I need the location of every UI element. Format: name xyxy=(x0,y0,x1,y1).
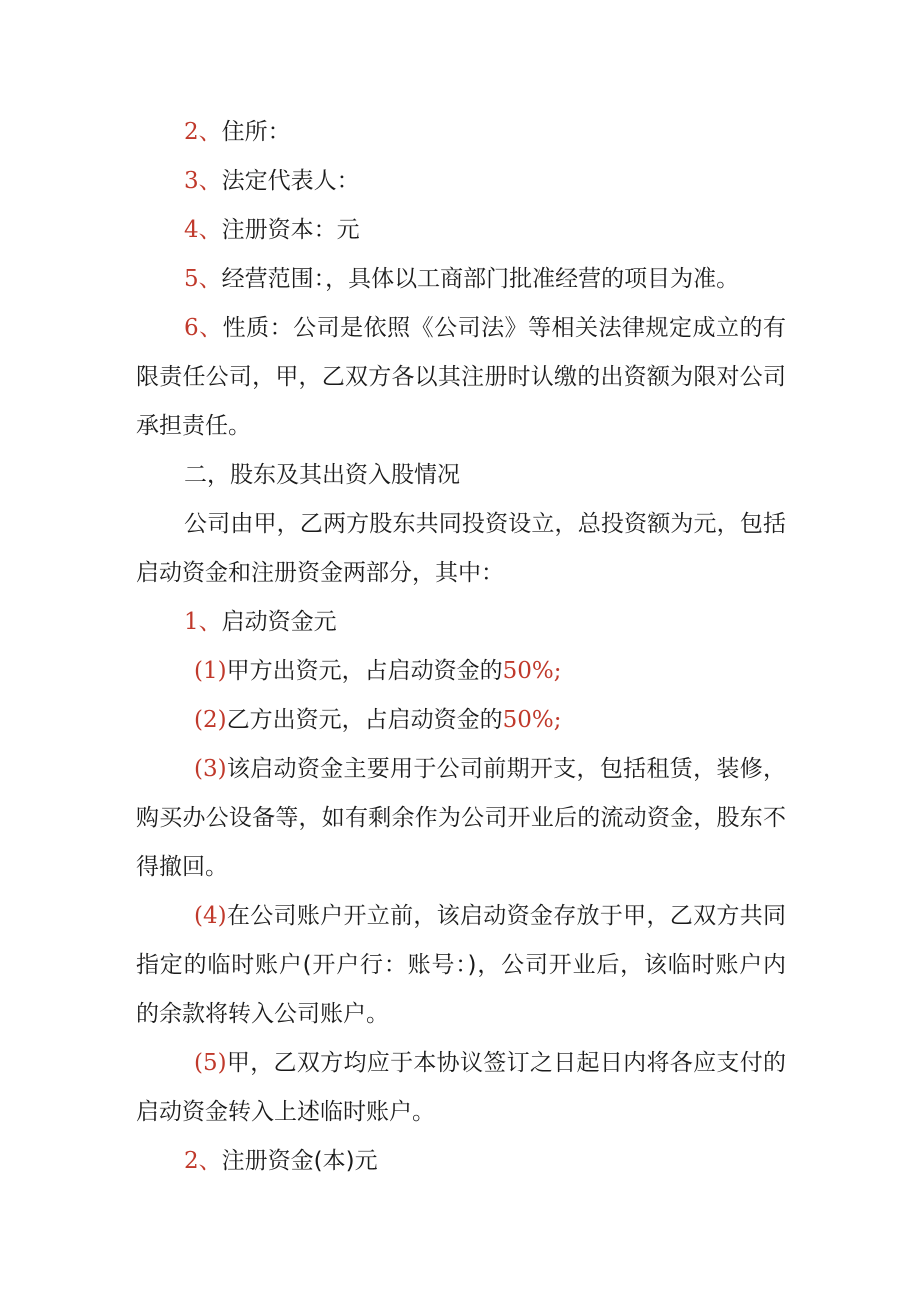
paragraph-text: 性质：公司是依照《公司法》等相关法律规定成立的有限责任公司，甲，乙双方各以其注册时认缴的出资额为限对公司承担责任。 xyxy=(136,315,786,439)
item-number: (2) xyxy=(194,707,227,733)
paragraph-text: 甲方出资元，占启动资金的 xyxy=(226,658,503,684)
paragraph-text: 二，股东及其出资入股情况 xyxy=(184,462,460,488)
paragraph-text: 甲，乙双方均应于本协议签订之日起日内将各应支付的启动资金转入上述临时账户。 xyxy=(136,1050,786,1125)
paragraph-text: 注册资金(本)元 xyxy=(221,1148,378,1174)
percentage: 50%; xyxy=(502,658,562,684)
paragraph-registered-capital xyxy=(136,206,786,255)
item-number: (1) xyxy=(194,658,227,684)
item-number: (4) xyxy=(194,903,227,929)
paragraph-text: 在公司账户开立前，该启动资金存放于甲，乙双方共同指定的临时账户(开户行：账号：)，公司开业后，该临时账户内的余款将转入公司账户。 xyxy=(136,903,786,1027)
item-number: 1、 xyxy=(184,609,222,635)
paragraph-text: 公司由甲，乙两方股东共同投资设立，总投资额为元，包括启动资金和注册资金两部分，其中： xyxy=(136,511,786,586)
paragraph-capital-usage xyxy=(136,745,786,892)
paragraph-business-scope xyxy=(136,255,786,304)
item-number: 2、 xyxy=(184,1148,222,1174)
paragraph-startup-capital xyxy=(136,598,786,647)
paragraph-text: 注册资本：元 xyxy=(221,217,360,243)
paragraph-address xyxy=(136,108,786,157)
section-heading-shareholders xyxy=(136,451,786,500)
paragraph-transfer-deadline xyxy=(136,1039,786,1137)
item-number: 3、 xyxy=(184,168,222,194)
paragraph-legal-rep xyxy=(136,157,786,206)
paragraph-text: 该启动资金主要用于公司前期开支，包括租赁，装修，购买办公设备等，如有剩余作为公司开业后的流动资金，股东不得撤回。 xyxy=(136,756,786,880)
paragraph-party-a-share xyxy=(136,647,786,696)
item-number: 2、 xyxy=(184,119,222,145)
paragraph-text: 法定代表人： xyxy=(221,168,360,194)
item-number: 4、 xyxy=(184,217,222,243)
paragraph-text: 住所： xyxy=(221,119,291,145)
paragraph-registered-funds xyxy=(136,1137,786,1186)
item-number: (3) xyxy=(194,756,227,782)
item-number: (5) xyxy=(194,1050,227,1076)
paragraph-text: 启动资金元 xyxy=(221,609,337,635)
paragraph-party-b-share xyxy=(136,696,786,745)
paragraph-text: 经营范围：，具体以工商部门批准经营的项目为准。 xyxy=(221,266,740,292)
paragraph-temporary-account xyxy=(136,892,786,1039)
paragraph-text: 乙方出资元，占启动资金的 xyxy=(226,707,503,733)
percentage: 50%; xyxy=(502,707,562,733)
item-number: 6、 xyxy=(184,315,223,341)
paragraph-investment-intro xyxy=(136,500,786,598)
paragraph-nature xyxy=(136,304,786,451)
item-number: 5、 xyxy=(184,266,222,292)
